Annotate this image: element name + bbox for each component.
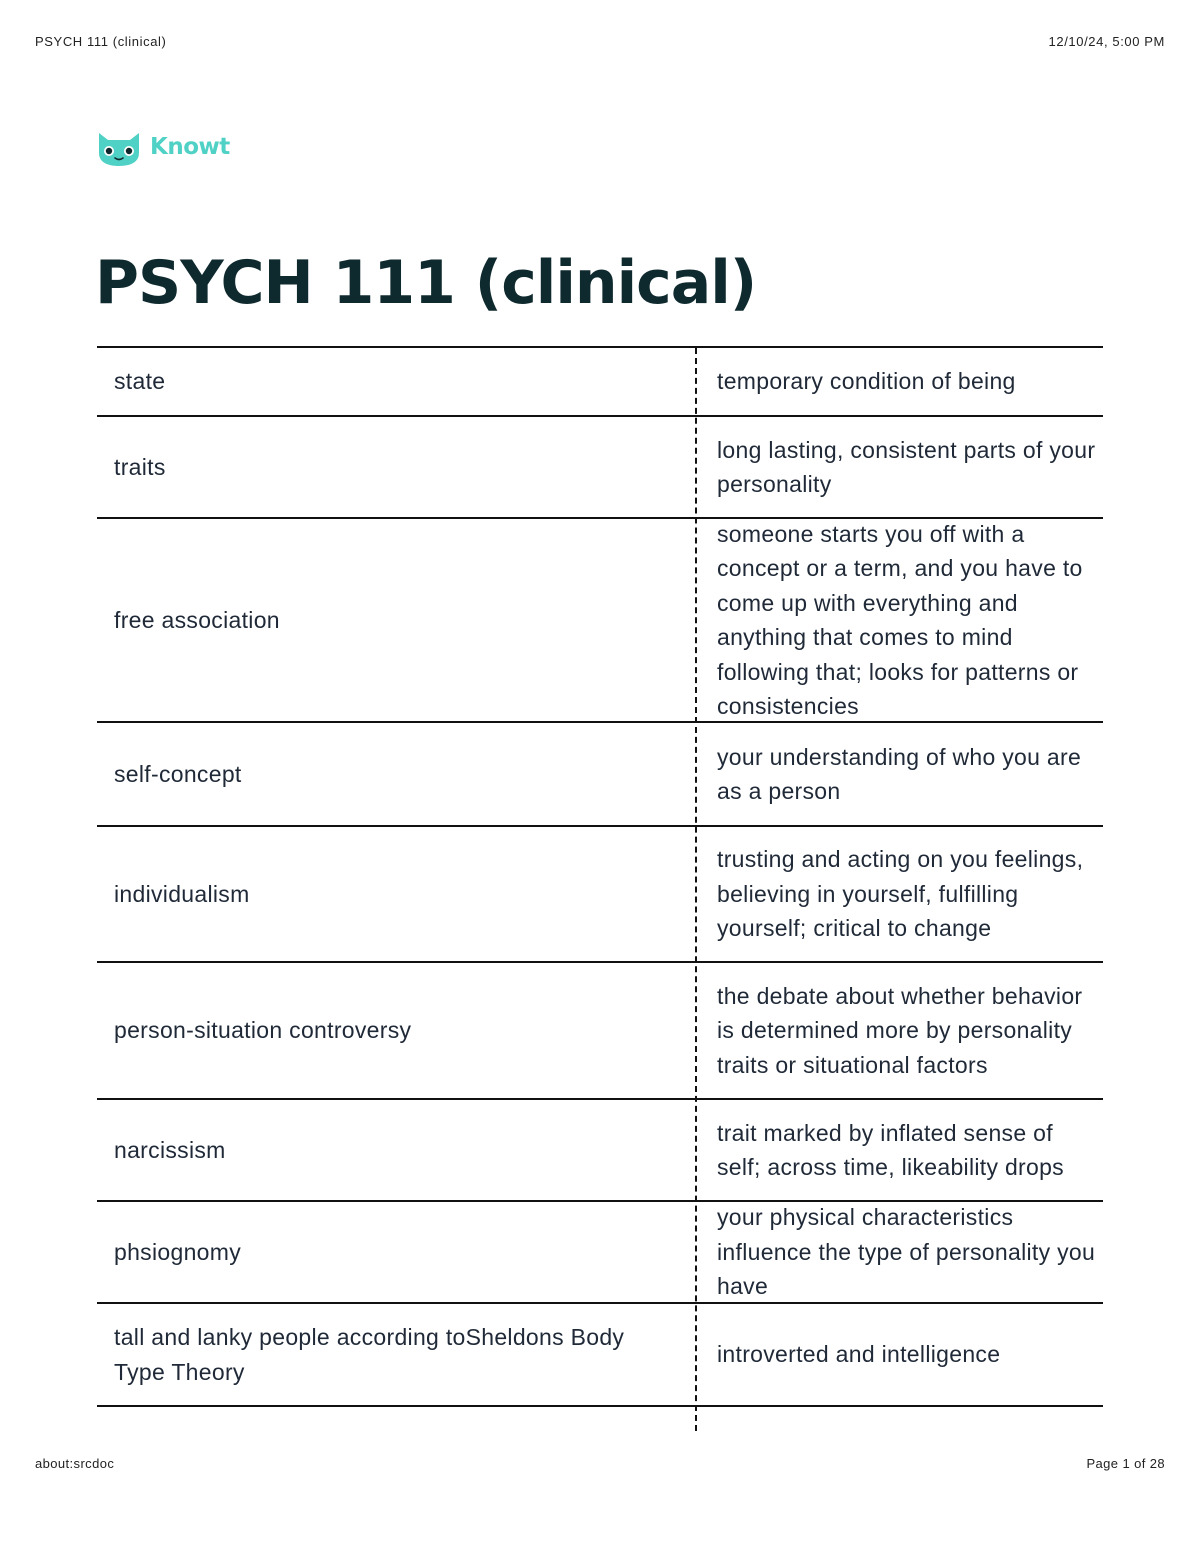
term-cell: person-situation controversy: [114, 1017, 412, 1044]
print-header-title: PSYCH 111 (clinical): [35, 34, 167, 49]
page-title: PSYCH 111 (clinical): [95, 248, 757, 318]
brand-name: Knowt: [150, 134, 230, 160]
term-cell: narcissism: [114, 1136, 226, 1163]
flashcard-row: [97, 1100, 1103, 1202]
cat-face-icon: [96, 127, 142, 167]
print-footer: [35, 1456, 1165, 1471]
term-cell: phsiognomy: [114, 1238, 242, 1265]
term-cell: tall and lanky people according toSheldons Body Type Theory: [114, 1324, 625, 1385]
definition-cell: long lasting, consistent parts of your personality: [717, 436, 1096, 497]
term-cell: state: [114, 368, 166, 395]
flashcard-row: [97, 348, 1103, 417]
definition-cell: introverted and intelligence: [717, 1341, 1001, 1368]
flashcard-row: [97, 1304, 1103, 1407]
flashcard-row: [97, 519, 1103, 723]
definition-cell: the debate about whether behavior is determined more by personality traits or situational factors: [717, 982, 1083, 1078]
print-footer-url: about:srcdoc: [35, 1456, 115, 1471]
term-cell: individualism: [114, 880, 250, 907]
definition-cell: your physical characteristics influence the type of personality you have: [717, 1204, 1096, 1300]
definition-cell: temporary condition of being: [717, 368, 1016, 395]
flashcard-row: [97, 723, 1103, 827]
definition-cell: trusting and acting on you feelings, believing in yourself, fulfilling yourself; critical to change: [717, 846, 1084, 942]
term-cell: traits: [114, 453, 166, 480]
definition-cell: trait marked by inflated sense of self; across time, likeability drops: [717, 1119, 1064, 1180]
print-header: [35, 34, 1165, 49]
flashcard-row: [97, 1202, 1103, 1304]
brand-logo[interactable]: [96, 127, 230, 167]
term-cell: free association: [114, 606, 280, 633]
page-number: Page 1 of 28: [1086, 1456, 1165, 1471]
term-cell: self-concept: [114, 760, 242, 787]
flashcard-table: [97, 346, 1103, 1407]
flashcard-row: [97, 417, 1103, 519]
definition-cell: someone starts you off with a concept or a term, and you have to come up with everything and anything that comes to mind following that; looks for patterns or consistencies: [717, 520, 1083, 719]
flashcard-row: [97, 963, 1103, 1100]
definition-cell: your understanding of who you are as a person: [717, 743, 1082, 804]
flashcard-row: [97, 827, 1103, 963]
print-header-timestamp: 12/10/24, 5:00 PM: [1048, 34, 1165, 49]
